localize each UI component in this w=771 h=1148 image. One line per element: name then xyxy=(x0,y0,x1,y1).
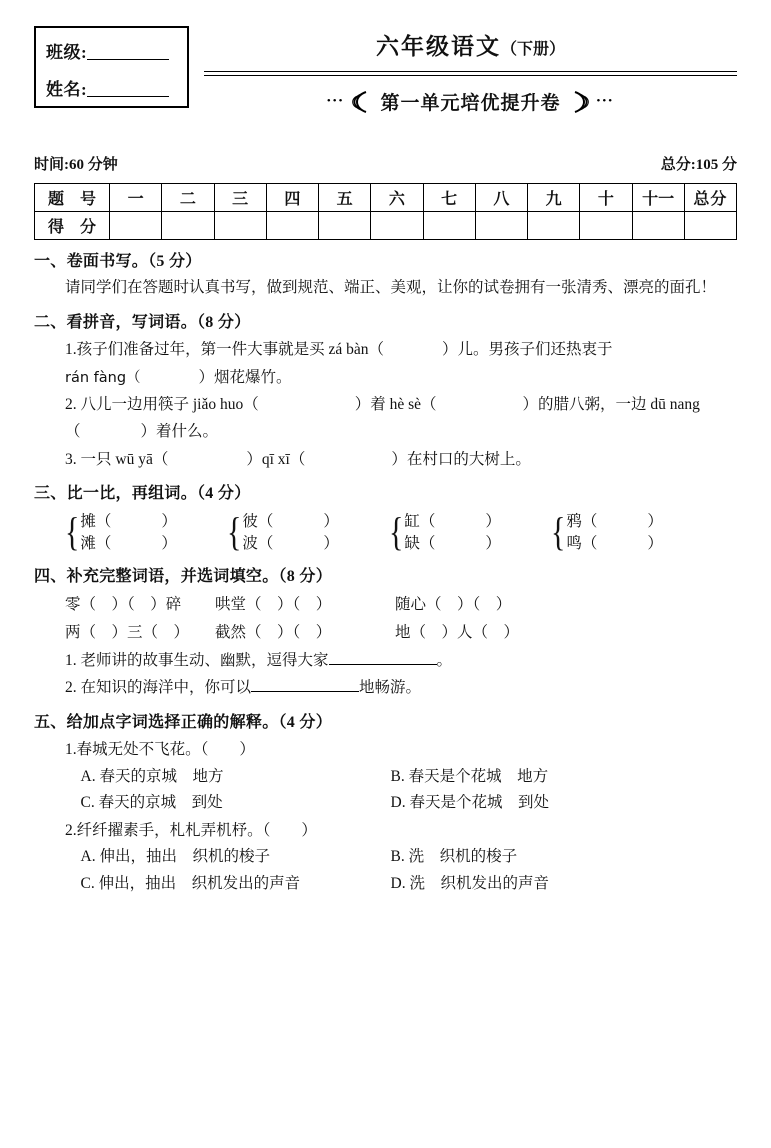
option-a[interactable]: A. 春天的京城 地方 xyxy=(80,767,224,785)
section-5-q2-options-row-2 xyxy=(34,872,737,896)
section-4-idiom-row-2 xyxy=(34,621,737,645)
q5-1-text: 1.春城无处不飞花。（ ） xyxy=(65,741,255,759)
score-cell[interactable] xyxy=(266,212,318,240)
fill-1-end: 。 xyxy=(436,651,453,669)
table-header-cell: 八 xyxy=(475,184,527,212)
class-blank-line xyxy=(87,44,169,60)
word-top-text: 彼（ xyxy=(242,512,274,530)
q2-1-text-b: ）儿。男孩子们还热衷于 xyxy=(442,341,613,359)
word-close-paren: ） xyxy=(323,534,339,552)
score-cell[interactable] xyxy=(528,212,580,240)
fill-2-text: 2. 在知识的海洋中，你可以 xyxy=(65,679,252,697)
word-close-paren: ） xyxy=(161,512,177,530)
word-close-paren: ） xyxy=(161,534,177,552)
word-bottom-text: 缺（ xyxy=(404,534,436,552)
answer-underline[interactable] xyxy=(251,677,359,692)
ornament-right-icon xyxy=(573,91,615,113)
q2-1-text-c: ）烟花爆竹。 xyxy=(198,368,292,386)
word-pair-words xyxy=(404,511,501,555)
score-cell-total[interactable] xyxy=(684,212,736,240)
q2-1-pinyin: rán fàng（ xyxy=(65,369,141,386)
word-pair-group xyxy=(227,511,389,555)
name-label: 姓名: xyxy=(46,80,88,99)
word-bottom[interactable] xyxy=(242,533,339,555)
paper-title: 第一单元培优提升卷 xyxy=(380,93,561,114)
score-cell[interactable] xyxy=(371,212,423,240)
word-close-paren: ） xyxy=(485,512,501,530)
score-cell[interactable] xyxy=(475,212,527,240)
word-bottom[interactable] xyxy=(404,533,501,555)
idiom-item[interactable]: 零（ ）（ ）碎 xyxy=(65,595,182,613)
word-bottom-text: 波（ xyxy=(242,534,274,552)
word-close-paren: ） xyxy=(323,512,339,530)
table-header-cell: 六 xyxy=(371,184,423,212)
word-top-text: 鸦（ xyxy=(566,512,598,530)
score-cell[interactable] xyxy=(423,212,475,240)
table-header-cell: 十 xyxy=(580,184,632,212)
q2-3-text-b: ）qī xī（ xyxy=(246,450,306,468)
class-label: 班级: xyxy=(46,43,88,62)
page-title-sub: （下册） xyxy=(500,41,565,58)
option-a[interactable]: A. 伸出，抽出 织机的梭子 xyxy=(80,848,270,866)
page-title-text: 六年级语文 xyxy=(375,34,501,59)
idiom-item[interactable]: 地（ ）人（ ） xyxy=(395,624,520,642)
word-pair-group xyxy=(65,511,227,555)
table-header-cell: 七 xyxy=(423,184,475,212)
table-header-cell: 一 xyxy=(110,184,162,212)
word-top-text: 缸（ xyxy=(404,512,436,530)
section-1-body: 请同学们在答题时认真书写，做到规范、端正、美观，让你的试卷拥有一张清秀、漂亮的面孔！ xyxy=(65,279,717,297)
section-2-question-2-line-2 xyxy=(34,420,737,444)
page-title xyxy=(204,28,737,61)
q2-1-text-a: 1.孩子们准备过年，第一件大事就是买 zá bàn（ xyxy=(65,341,385,359)
brace-icon: { xyxy=(551,509,566,555)
word-top[interactable] xyxy=(404,511,501,533)
fill-1-text: 1. 老师讲的故事生动、幽默，逗得大家 xyxy=(65,651,329,669)
section-5-heading: 五、给加点字词选择正确的解释。（4 分） xyxy=(34,713,333,731)
section-5-question-2 xyxy=(34,819,737,843)
score-table-row-scores xyxy=(35,212,737,240)
table-header-cell: 九 xyxy=(528,184,580,212)
word-bottom-text: 滩（ xyxy=(80,534,112,552)
idiom-item[interactable]: 哄堂（ ）（ ） xyxy=(215,595,332,613)
section-3-word-pairs xyxy=(34,511,737,555)
word-pair-words xyxy=(242,511,339,555)
fill-2-end: 地畅游。 xyxy=(359,679,422,697)
ornament-dots-left: ••• xyxy=(326,95,345,107)
section-4-idiom-row-1 xyxy=(34,593,737,617)
paper-title-row xyxy=(204,88,737,115)
idiom-item[interactable]: 随心（ ）（ ） xyxy=(395,595,512,613)
word-close-paren: ） xyxy=(647,512,663,530)
q2-2-text-d: （ xyxy=(65,423,81,441)
student-info-box xyxy=(34,26,189,108)
score-cell[interactable] xyxy=(110,212,162,240)
table-header-cell: 五 xyxy=(319,184,371,212)
table-header-cell-total: 总分 xyxy=(684,184,736,212)
table-header-cell: 二 xyxy=(162,184,214,212)
class-field[interactable] xyxy=(46,38,179,63)
word-pair-group xyxy=(551,511,713,555)
section-2-question-2-line-1 xyxy=(34,393,737,417)
section-1-heading: 一、卷面书写。（5 分） xyxy=(34,253,202,270)
q2-2-text-b: ）着 hè sè（ xyxy=(354,395,437,413)
section-2-heading: 二、看拼音，写词语。（8 分） xyxy=(34,313,251,331)
ornament-swoosh-left-icon xyxy=(348,91,368,113)
exam-info-row xyxy=(34,153,737,174)
brace-icon: { xyxy=(227,509,242,555)
total-score-label: 总分:105 分 xyxy=(660,157,737,173)
option-b[interactable]: B. 洗 织机的梭子 xyxy=(390,848,518,866)
option-c[interactable]: C. 春天的京城 到处 xyxy=(80,794,223,812)
score-row-label: 得 分 xyxy=(35,212,110,240)
word-pair-words xyxy=(80,511,177,555)
word-top[interactable] xyxy=(80,511,177,533)
score-cell[interactable] xyxy=(632,212,684,240)
section-5-q1-options-row-2 xyxy=(34,791,737,815)
q2-2-text-c: ）的腊八粥，一边 dū nang xyxy=(522,395,700,413)
ornament-left-icon xyxy=(327,91,369,113)
word-close-paren: ） xyxy=(647,534,663,552)
score-table-row-label: 题 号 xyxy=(35,184,110,212)
word-pair-group xyxy=(389,511,551,555)
q5-2-text: 2.纤纤擢素手，札札弄机杼。（ ） xyxy=(65,821,317,839)
word-top[interactable] xyxy=(242,511,339,533)
brace-icon: { xyxy=(65,509,80,555)
title-divider xyxy=(204,71,737,76)
q2-3-text-a: 3. 一只 wū yā（ xyxy=(65,450,169,468)
q2-3-text-c: ）在村口的大树上。 xyxy=(391,450,531,468)
section-4-fill-2 xyxy=(34,676,737,700)
word-top[interactable] xyxy=(566,511,663,533)
section-5-q2-options-row-1 xyxy=(34,845,737,869)
ornament-swoosh-right-icon xyxy=(573,91,593,113)
q2-2-text-a: 2. 八儿一边用筷子 jiǎo huo（ xyxy=(65,395,259,413)
exam-paper-page xyxy=(0,26,771,1148)
title-block xyxy=(204,28,737,61)
score-cell[interactable] xyxy=(319,212,371,240)
option-d[interactable]: D. 洗 织机发出的声音 xyxy=(390,874,549,892)
time-label: 时间:60 分钟 xyxy=(34,157,118,173)
option-b[interactable]: B. 春天是个花城 地方 xyxy=(390,767,549,785)
section-4-fill-1 xyxy=(34,649,737,673)
score-cell[interactable] xyxy=(580,212,632,240)
option-c[interactable]: C. 伸出，抽出 织机发出的声音 xyxy=(80,874,301,892)
table-header-cell: 三 xyxy=(214,184,266,212)
answer-underline[interactable] xyxy=(329,650,437,665)
table-header-cell: 十一 xyxy=(632,184,684,212)
word-top-text: 摊（ xyxy=(80,512,112,530)
section-2-question-1-line-1 xyxy=(34,338,737,362)
word-bottom-text: 鸣（ xyxy=(566,534,598,552)
score-table-row-header xyxy=(35,184,737,212)
option-d[interactable]: D. 春天是个花城 到处 xyxy=(390,794,549,812)
idiom-item[interactable]: 两（ ）三（ ） xyxy=(65,624,190,642)
section-5-q1-options-row-1 xyxy=(34,765,737,789)
score-cell[interactable] xyxy=(162,212,214,240)
q2-2-text-e: ）着什么。 xyxy=(140,423,219,441)
brace-icon: { xyxy=(389,509,404,555)
name-blank-line xyxy=(87,81,169,97)
exam-content xyxy=(34,249,737,896)
word-close-paren: ） xyxy=(485,534,501,552)
section-4-heading: 四、补充完整词语，并选词填空。（8 分） xyxy=(34,567,333,585)
idiom-item[interactable]: 截然（ ）（ ） xyxy=(215,624,332,642)
section-3-heading: 三、比一比，再组词。（4 分） xyxy=(34,485,251,503)
score-cell[interactable] xyxy=(214,212,266,240)
section-2-question-1-line-2 xyxy=(34,366,737,390)
word-bottom[interactable] xyxy=(566,533,663,555)
page-header xyxy=(34,26,737,141)
word-bottom[interactable] xyxy=(80,533,177,555)
name-field[interactable] xyxy=(46,75,179,100)
score-table xyxy=(34,183,737,240)
section-5-question-1 xyxy=(34,738,737,762)
table-header-cell: 四 xyxy=(266,184,318,212)
section-2-question-3 xyxy=(34,448,737,472)
word-pair-words xyxy=(566,511,663,555)
ornament-dots-right: ••• xyxy=(596,95,615,107)
